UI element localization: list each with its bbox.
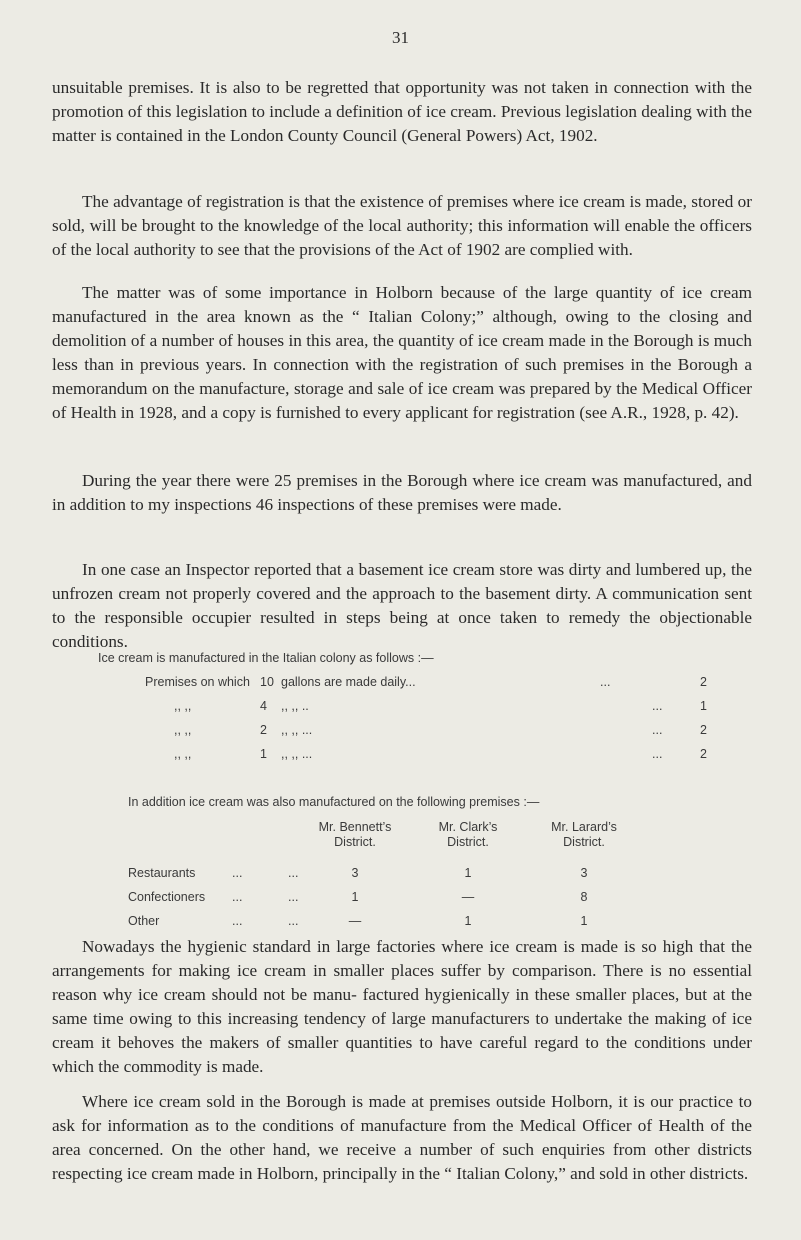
paragraph-2: The advantage of registration is that the existence of premises where ice cream is made, stored or sold, will be brought to the knowledge of the local authority; this information will enable the officers of the local authority to see that the provisions of the Act of 1902 are complied with. — [52, 192, 752, 259]
row-count: 2 — [700, 747, 707, 761]
row-dots: ... — [232, 890, 243, 904]
row-count: 1 — [700, 699, 707, 713]
column-header-bennett: Mr. Bennett’s District. — [318, 820, 392, 849]
row-label: Other — [128, 914, 160, 928]
cell-larard: 8 — [580, 890, 588, 904]
row-label: Confectioners — [128, 890, 206, 904]
table-row — [0, 890, 801, 910]
row-lead: ,, ,, — [174, 747, 192, 761]
paragraph-7: Where ice cream sold in the Borough is made at premises outside Holborn, it is our practice to ask for information as to the conditions of manufacture from the Medical Officer of Health of the area concerned. On the other hand, we receive a number of such enquiries from other districts respecting ice cream made in Holborn, principally in the “ Italian Colony,” and sold in other districts. — [52, 1092, 752, 1183]
row-dots: ... — [600, 675, 611, 689]
cell-larard: 3 — [580, 866, 588, 880]
paragraph-6: Nowadays the hygienic standard in large factories where ice cream is made is so high that the arrangements for making ice cream in smaller places suffer by comparison. There is no essential reason why ice cream should not be manu- factured hygienically in these smaller places, but at the same time owing to this increasing tendency of large manufacturers to undertake the making of ice cream it behoves the makers of smaller quantities to have careful regard to the conditions under which the commodity is made. — [52, 937, 752, 1076]
column-header-larard: Mr. Larard’s District. — [551, 820, 617, 849]
row-gallons: 1 — [260, 747, 267, 761]
row-dots: ... — [232, 866, 243, 880]
row-dots: ... — [288, 866, 299, 880]
paragraph-3: The matter was of some importance in Holborn because of the large quantity of ice cream manufactured in the area known as the “ Italian Colony;” although, owing to the closing and demolition of a number of houses in this area, the quantity of ice cream made in the Borough is much less than in previous years. In connection with the registration of such premises in the Borough a memorandum on the manufacture, storage and sale of ice cream was prepared by the Medical Officer of Health in 1928, and a copy is furnished to every applicant for registration (see A.R., 1928, p. 42). — [52, 283, 752, 422]
table-row — [0, 866, 801, 886]
daily-table-row — [0, 675, 801, 695]
row-dots: ... — [652, 699, 663, 713]
row-tail: ,, ,, .. — [281, 699, 309, 713]
row-lead: ,, ,, — [174, 699, 192, 713]
cell-clark: 1 — [464, 866, 472, 880]
cell-bennett: 1 — [351, 890, 359, 904]
row-label: Restaurants — [128, 866, 196, 880]
row-dots: ... — [652, 747, 663, 761]
cell-larard: 1 — [580, 914, 588, 928]
row-tail: ,, ,, ... — [281, 723, 313, 737]
daily-table-caption: Ice cream is manufactured in the Italian colony as follows :— — [98, 651, 434, 665]
row-count: 2 — [700, 723, 707, 737]
row-lead: Premises on which — [145, 675, 250, 689]
daily-table-row — [0, 747, 801, 767]
table-row — [0, 914, 801, 934]
cell-bennett: 3 — [351, 866, 359, 880]
row-gallons: 10 — [260, 675, 274, 689]
row-gallons: 4 — [260, 699, 267, 713]
daily-table-row — [0, 699, 801, 719]
row-dots: ... — [288, 890, 299, 904]
row-tail: gallons are made daily... — [281, 675, 416, 689]
row-dots: ... — [652, 723, 663, 737]
paragraph-5: In one case an Inspector reported that a basement ice cream store was dirty and lumbered up, the unfrozen cream not properly covered and the approach to the basement dirty. A communication sent to the responsible occupier resulted in steps being at once taken to remedy the objectionable conditions. — [52, 560, 752, 651]
daily-table-row — [0, 723, 801, 743]
premises-table-caption: In addition ice cream was also manufactured on the following premises :— — [128, 795, 540, 809]
row-lead: ,, ,, — [174, 723, 192, 737]
cell-bennett: — — [348, 914, 362, 928]
row-dots: ... — [232, 914, 243, 928]
paragraph-1: unsuitable premises. It is also to be regretted that opportunity was not taken in connection with the promotion of this legislation to include a definition of ice cream. Previous legislation dealing with the matter is contained in the London County Council (General Powers) Act, 1902. — [52, 78, 752, 145]
row-dots: ... — [288, 914, 299, 928]
page-number: 31 — [392, 28, 409, 47]
column-header-clark: Mr. Clark’s District. — [438, 820, 498, 849]
row-tail: ,, ,, ... — [281, 747, 313, 761]
row-count: 2 — [700, 675, 707, 689]
cell-clark: — — [461, 890, 475, 904]
row-gallons: 2 — [260, 723, 267, 737]
paragraph-4: During the year there were 25 premises in the Borough where ice cream was manufactured, and in addition to my inspections 46 inspections of these premises were made. — [52, 471, 752, 514]
cell-clark: 1 — [464, 914, 472, 928]
